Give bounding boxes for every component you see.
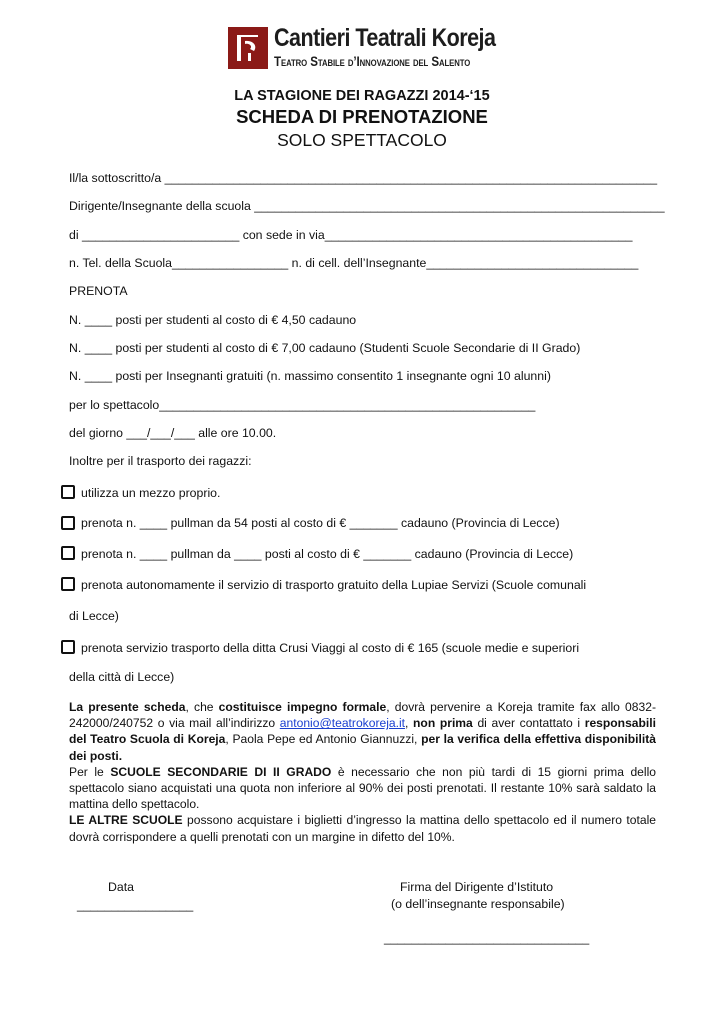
notice-bold: per la verifica della effettiva disponibilità dei posti. xyxy=(69,732,656,763)
notice-bold: SCUOLE SECONDARIE DI II GRADO xyxy=(110,764,332,779)
notice-text: , che xyxy=(185,700,219,714)
pullman-54-checkbox[interactable] xyxy=(61,516,75,530)
posti-studenti-450-field[interactable]: N. ____ posti per studenti al costo di € 4,50 cadauno xyxy=(69,313,357,327)
data-line[interactable]: _________________ xyxy=(77,898,194,912)
notice-bold: non prima xyxy=(413,716,473,731)
notice-text: possono acquistare i biglietti d’ingresso la mattina dello spettacolo ed il numero totale dovrà corrispondere a quelli prenotati con un margine in difetto del 10%. xyxy=(69,813,656,844)
firma-sublabel: (o dell’insegnante responsabile) xyxy=(391,897,565,911)
logo-subtitle: Teatro Stabile d’Innovazione del Salento xyxy=(274,54,471,69)
posti-studenti-700-field[interactable]: N. ____ posti per studenti al costo di € 7,00 cadauno (Studenti Scuole Secondarie di II Grado) xyxy=(69,341,581,355)
dirigente-field[interactable]: Dirigente/Insegnante della scuola ____________________________________________________________ xyxy=(69,199,665,213)
notice-bold: costituisce impegno formale xyxy=(218,700,387,714)
data-label: Data xyxy=(108,880,134,894)
notice-text: , xyxy=(405,716,414,731)
lupiae-label: prenota autonomamente il servizio di trasporto gratuito della Lupiae Servizi (Scuole comunali xyxy=(81,578,587,592)
notice-text: , dovrà pervenire a Koreja tramite fax allo 0832-242000/240752 o via mail all’indirizzo xyxy=(69,700,656,731)
notice-text: , Paola Pepe ed Antonio Giannuzzi, xyxy=(225,732,422,747)
crusi-label-cont: della città di Lecce) xyxy=(69,670,175,684)
notice-text: di aver contattato i xyxy=(472,716,585,731)
notice-text: è necessario che non più tardi di 15 giorni prima dello spettacolo siano acquistati una quota non inferiore al 90% dei posti prenotati. Il restante 10% sarà saldato la mattina dello spettacolo. xyxy=(69,764,657,812)
giorno-field[interactable]: del giorno ___/___/___ alle ore 10.00. xyxy=(69,426,277,440)
firma-line[interactable]: ______________________________ xyxy=(384,931,590,945)
notice-bold: LE ALTRE SCUOLE xyxy=(69,813,183,828)
notice-block xyxy=(69,699,656,845)
notice-bold: La presente scheda xyxy=(69,700,186,714)
sottoscritto-field[interactable]: Il/la sottoscritto/a ________________________________________________________________________ xyxy=(69,171,658,185)
season-heading: LA STAGIONE DEI RAGAZZI 2014-‘15 xyxy=(234,88,490,104)
email-link[interactable]: antonio@teatrokoreja.it xyxy=(279,716,406,731)
koreja-mark-icon xyxy=(228,27,268,69)
mezzo-proprio-checkbox[interactable] xyxy=(61,485,75,499)
spettacolo-field[interactable]: per lo spettacolo_______________________________________________________ xyxy=(69,398,536,412)
logo-title: Cantieri Teatrali Koreja xyxy=(274,24,496,52)
sede-field[interactable]: di _______________________ con sede in via_____________________________________________ xyxy=(69,228,633,242)
trasporto-label: Inoltre per il trasporto dei ragazzi: xyxy=(69,454,252,468)
posti-insegnanti-field[interactable]: N. ____ posti per Insegnanti gratuiti (n. massimo consentito 1 insegnante ogni 10 alunni) xyxy=(69,369,551,383)
prenota-label: PRENOTA xyxy=(69,284,128,298)
pullman-custom-checkbox[interactable] xyxy=(61,546,75,560)
page-subtitle: SOLO SPETTACOLO xyxy=(277,130,447,150)
notice-paragraph-1 xyxy=(69,699,656,764)
telefono-field[interactable]: n. Tel. della Scuola_________________ n. di cell. dell’Insegnante_______________________________ xyxy=(69,256,639,270)
notice-paragraph-2 xyxy=(69,764,656,813)
pullman-custom-label: prenota n. ____ pullman da ____ posti al costo di € _______ cadauno (Provincia di Lecce) xyxy=(81,547,574,561)
page-title: SCHEDA DI PRENOTAZIONE xyxy=(236,106,488,127)
crusi-checkbox[interactable] xyxy=(61,640,75,654)
pullman-54-label: prenota n. ____ pullman da 54 posti al costo di € _______ cadauno (Provincia di Lecce) xyxy=(81,516,560,530)
notice-bold: responsabili del Teatro Scuola di Koreja xyxy=(69,716,656,747)
koreja-logo xyxy=(228,24,508,75)
firma-label: Firma del Dirigente d’Istituto xyxy=(400,880,554,894)
notice-text: Per le xyxy=(69,764,111,779)
lupiae-label-cont: di Lecce) xyxy=(69,609,119,623)
mezzo-proprio-label: utilizza un mezzo proprio. xyxy=(81,486,221,500)
lupiae-checkbox[interactable] xyxy=(61,577,75,591)
crusi-label: prenota servizio trasporto della ditta Crusi Viaggi al costo di € 165 (scuole medie e superiori xyxy=(81,641,580,655)
notice-paragraph-3 xyxy=(69,812,656,844)
